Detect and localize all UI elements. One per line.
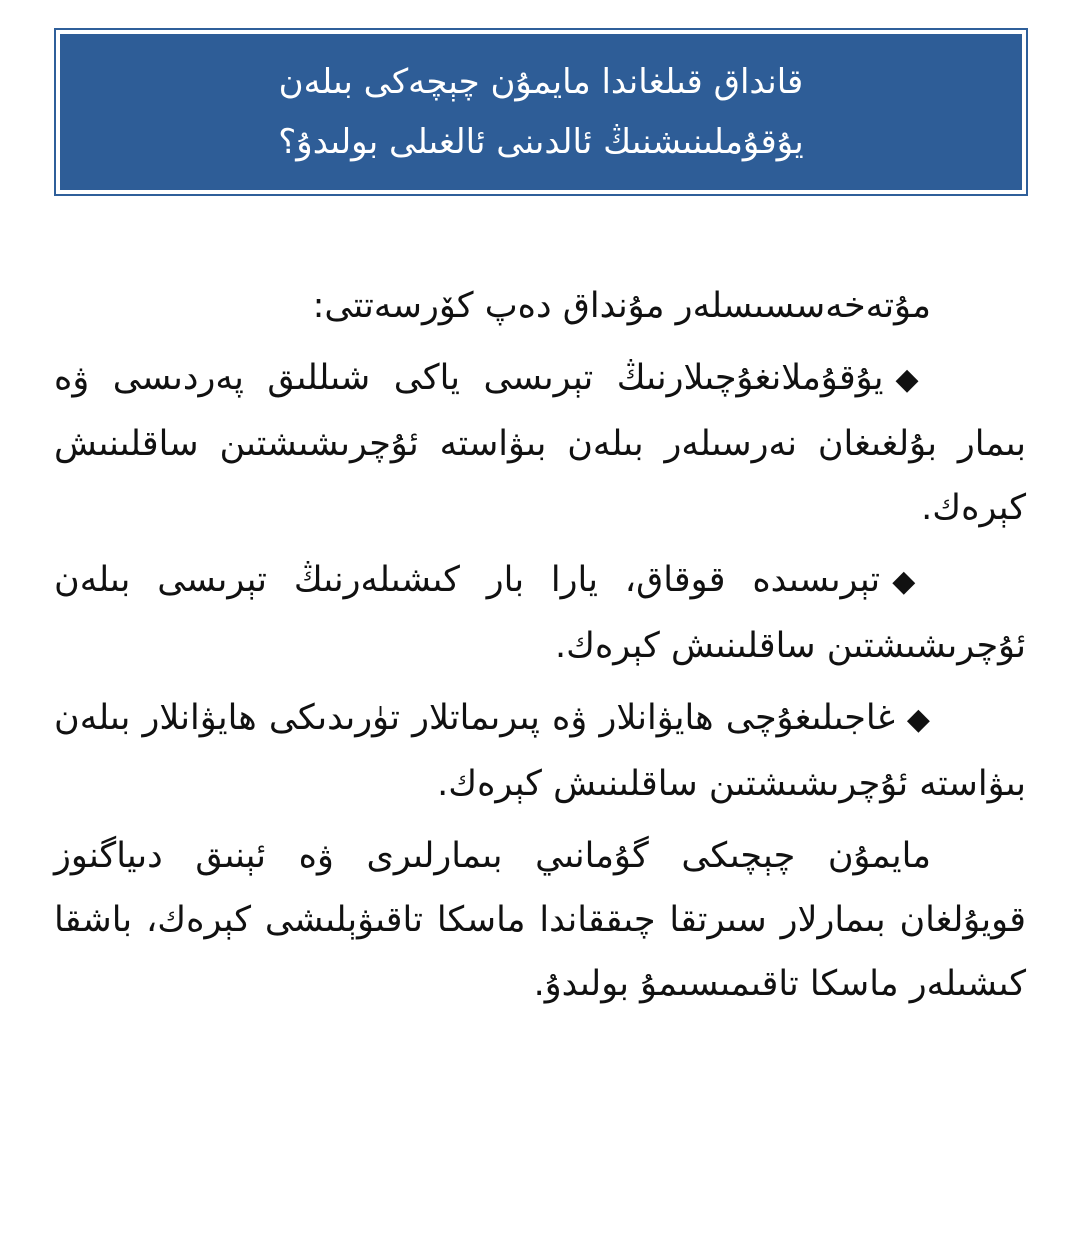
bullet-item-2 xyxy=(54,548,1026,678)
diamond-bullet-icon: ◆ xyxy=(895,362,931,397)
title-line-1: قانداق قىلغاندا مايمۇن چېچەكى بىلەن xyxy=(278,62,804,102)
title-line-2: يۇقۇملىنىشنىڭ ئالدىنى ئالغىلى بولىدۇ؟ xyxy=(278,122,804,162)
diamond-bullet-icon: ◆ xyxy=(906,702,931,737)
bullet-item-1 xyxy=(54,346,1026,540)
title-banner-inner xyxy=(60,34,1022,190)
bullet-item-3 xyxy=(54,686,1026,816)
diamond-bullet-icon: ◆ xyxy=(892,564,931,599)
bullet-text-3: غاجىلىغۇچى هايۋانلار ۋە پىرىماتلار تۈرىدىكى هايۋانلار بىلەن بىۋاستە ئۇچرىشىشتىن ساقلىنىش كېرەك. xyxy=(54,698,1026,804)
bullet-text-1: يۇقۇملانغۇچىلارنىڭ تېرىسى ياكى شىللىق پەردىسى ۋە بىمار بۇلغىغان نەرسىلەر بىلەن بىۋاستە ئۇچرىشىشتىن ساقلىنىش كېرەك. xyxy=(54,358,1026,528)
title-banner xyxy=(54,28,1028,196)
bullet-text-2: تېرىسىدە قوقاق، يارا بار كىشىلەرنىڭ تېرىسى بىلەن ئۇچرىشىشتىن ساقلىنىش كېرەك. xyxy=(54,560,1026,666)
closing-paragraph: مايمۇن چېچىكى گۇمانىي بىمارلىرى ۋە ئېنىق دىياگنوز قويۇلغان بىمارلار سىرتقا چىققاندا ماسكا تاقىۋېلىشى كېرەك، باشقا كىشىلەر ماسكا تاقىمىسىمۇ بولىدۇ. xyxy=(54,836,1026,1004)
article-body xyxy=(54,274,1026,1024)
intro-paragraph: مۇتەخەسسىسلەر مۇنداق دەپ كۆرسەتتى: xyxy=(312,286,931,326)
